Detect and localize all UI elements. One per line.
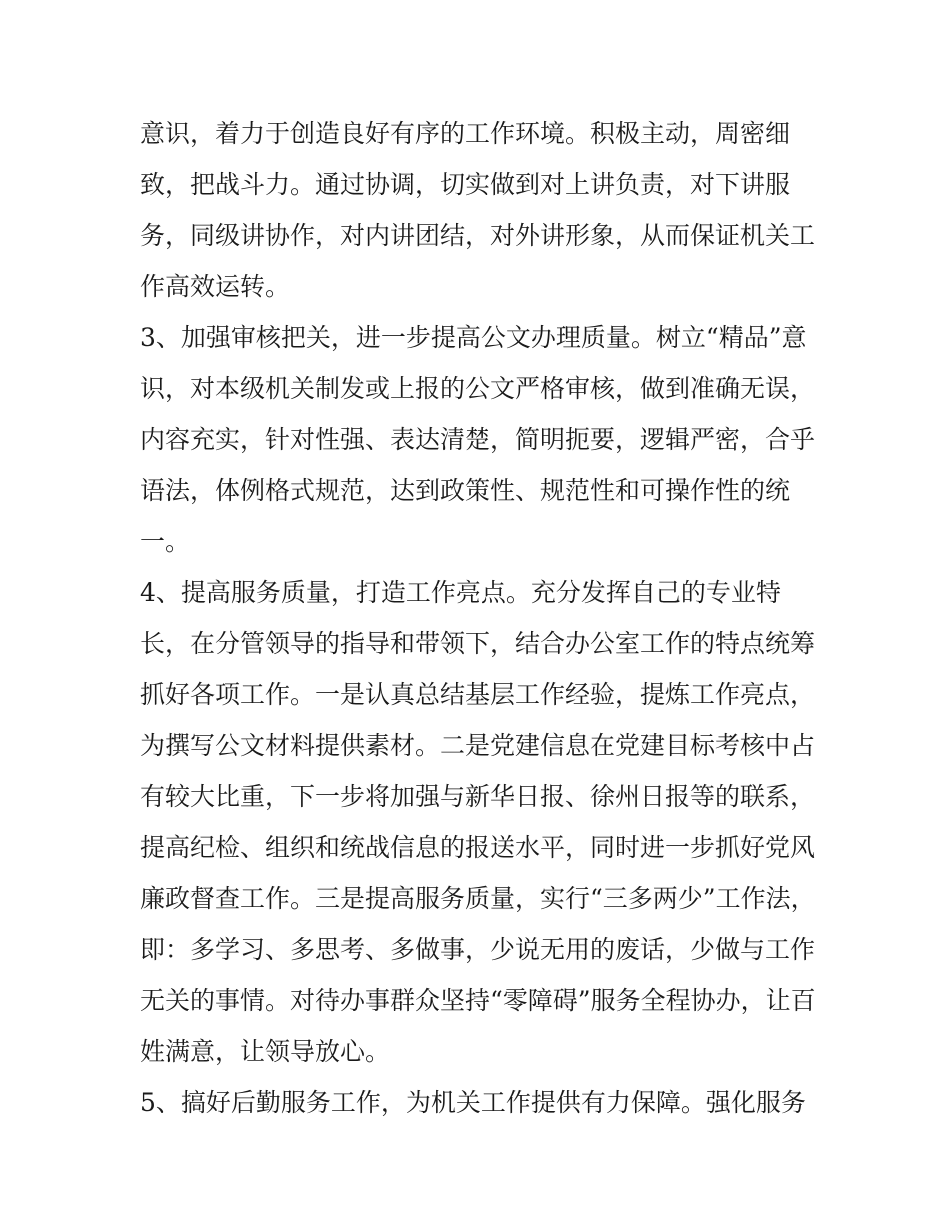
text-line: 识，对本级机关制发或上报的公文严格审核，做到准确无误， bbox=[140, 374, 816, 403]
document-body bbox=[140, 108, 820, 1128]
text-line: 作高效运转。 bbox=[140, 272, 291, 301]
text-line: 无关的事情。对待办事群众坚持“零障碍”服务全程协办，让百 bbox=[140, 986, 816, 1015]
text-line: 3、加强审核把关，进一步提高公文办理质量。树立“精品”意 bbox=[140, 323, 807, 352]
text-line: 内容充实，针对性强、表达清楚，简明扼要，逻辑严密，合乎 bbox=[140, 425, 816, 454]
text-line: 提高纪检、组织和统战信息的报送水平，同时进一步抓好党风 bbox=[140, 833, 816, 862]
text-line: 廉政督查工作。三是提高服务质量，实行“三多两少”工作法， bbox=[140, 884, 816, 913]
text-line: 姓满意，让领导放心。 bbox=[140, 1037, 391, 1066]
text-line: 一。 bbox=[140, 527, 191, 556]
text-line: 抓好各项工作。一是认真总结基层工作经验，提炼工作亮点， bbox=[140, 680, 816, 709]
text-line: 语法，体例格式规范，达到政策性、规范性和可操作性的统 bbox=[140, 476, 791, 505]
text-line: 即：多学习、多思考、多做事，少说无用的废话，少做与工作 bbox=[140, 935, 816, 964]
text-line: 4、提高服务质量，打造工作亮点。充分发挥自己的专业特 bbox=[140, 578, 781, 607]
text-line: 务，同级讲协作，对内讲团结，对外讲形象，从而保证机关工 bbox=[140, 221, 816, 250]
text-line: 5、搞好后勤服务工作，为机关工作提供有力保障。强化服务 bbox=[140, 1088, 806, 1117]
text-line: 长，在分管领导的指导和带领下，结合办公室工作的特点统筹 bbox=[140, 629, 816, 658]
text-line: 有较大比重，下一步将加强与新华日报、徐州日报等的联系， bbox=[140, 782, 816, 811]
text-line: 为撰写公文材料提供素材。二是党建信息在党建目标考核中占 bbox=[140, 731, 816, 760]
text-line: 致，把战斗力。通过协调，切实做到对上讲负责，对下讲服 bbox=[140, 170, 791, 199]
text-line: 意识，着力于创造良好有序的工作环境。积极主动，周密细 bbox=[140, 119, 791, 148]
